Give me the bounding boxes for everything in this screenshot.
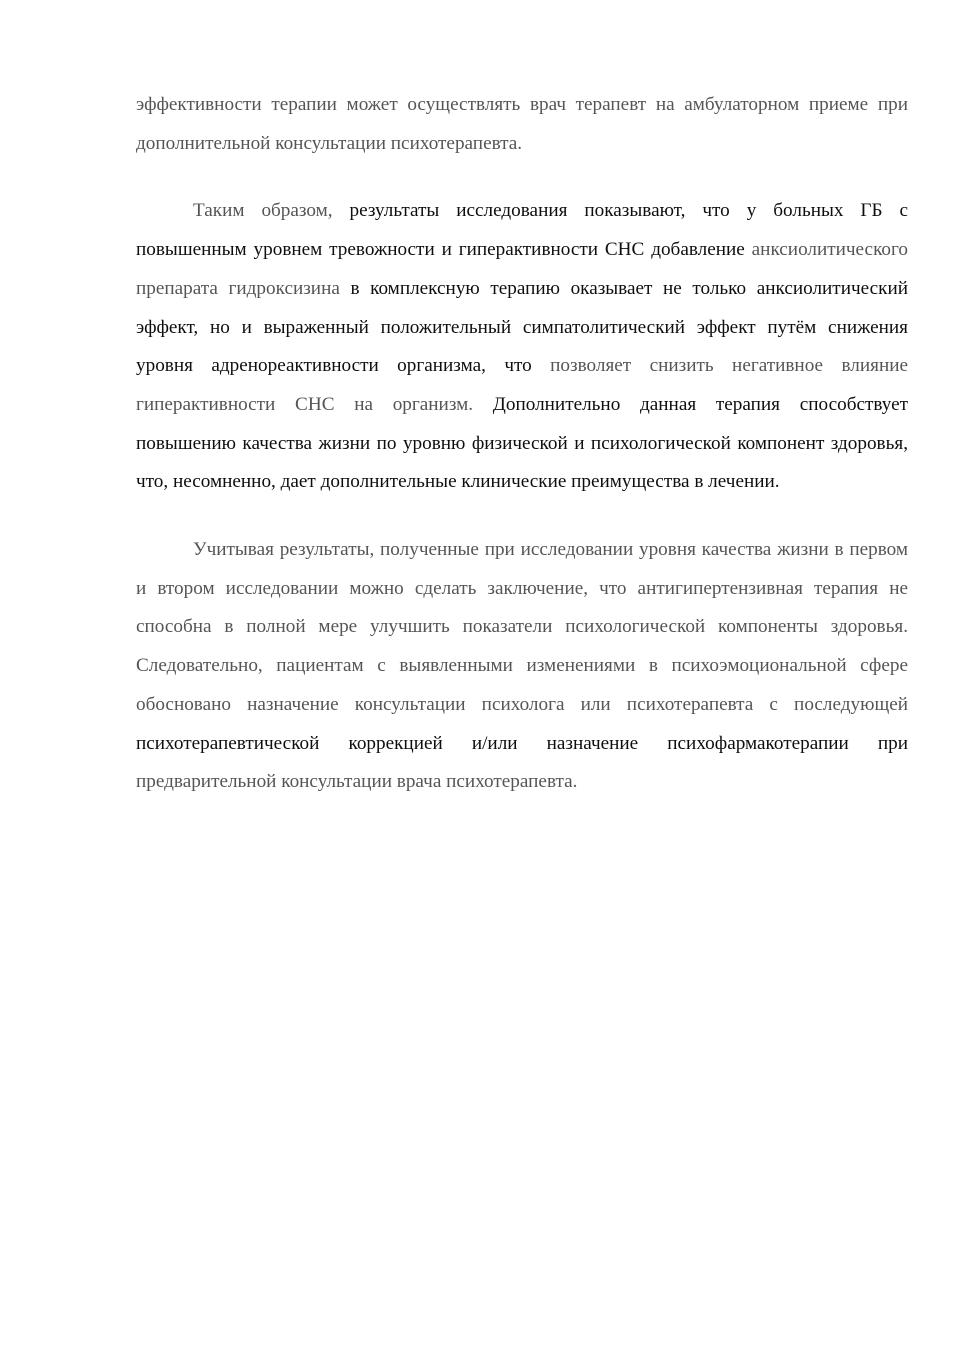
paragraph-2-run-2: результаты исследования показывают, что у больных ГБ с повышенным уровнем тревожности и гиперактивности СНС добавление: [136, 200, 908, 261]
paragraph-conclusion-1: [136, 192, 908, 502]
paragraph-2-run-5: позволяет снизить негативное влияние гиперактивности СНС на организм.: [136, 355, 908, 415]
paragraph-3-run-3: предварительной консультации врача психотерапевта.: [136, 771, 578, 793]
body-text: [136, 86, 908, 802]
paragraph-2-run-3: анксиолитического препарата гидроксизина: [136, 239, 908, 299]
paragraph-2-run-6: Дополнительно данная терапия способствует повышению качества жизни по уровню физической и психологической компонент здоровья, что, несомненно, дает дополнительные клинические преимущества в лечении.: [136, 393, 908, 493]
paragraph-2-run-4: в комплексную терапию оказывает не только анксиолитический эффект, но и выраженный положительный симпатолитический эффект путём снижения уровня адренореактивности организма, что: [136, 277, 908, 377]
paragraph-conclusion-2: [136, 531, 908, 802]
paragraph-1-text: эффективности терапии может осуществлять врач терапевт на амбулаторном приеме при дополнительной консультации психотерапевта.: [136, 94, 908, 154]
paragraph-2-run-1: Таким образом,: [193, 200, 350, 222]
paragraph-3-run-2: психотерапевтической коррекцией и/или назначение психофармакотерапии при: [136, 732, 908, 754]
paragraph-continuation: [136, 86, 908, 163]
paragraph-3-run-1: Учитывая результаты, полученные при исследовании уровня качества жизни в первом и втором исследовании можно сделать заключение, что антигипертензивная терапия не способна в полной мере улучшить показатели психологической компоненты здоровья. Следовательно, пациентам с выявленными изменениями в психоэмоциональной сфере обосновано назначение консультации психолога или психотерапевта с последующей: [136, 539, 908, 715]
